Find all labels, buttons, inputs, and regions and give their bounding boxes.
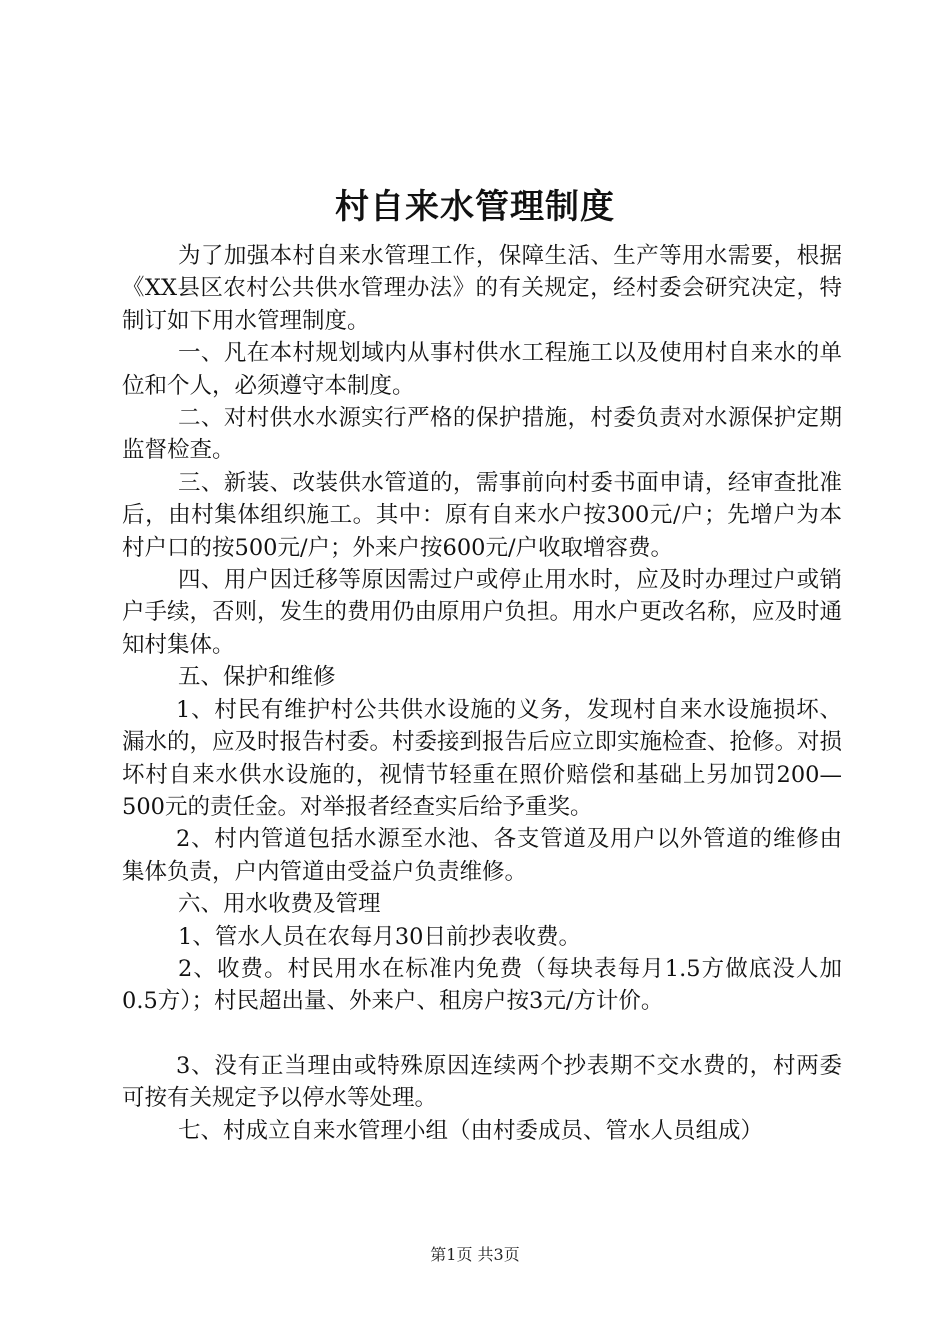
section-5-heading: 五、保护和维修 — [178, 664, 336, 691]
section-6-item-1: 1、管水人员在农每月30日前抄表收费。 — [178, 923, 581, 950]
section-6-item-3: 3、没有正当理由或特殊原因连续两个抄表期不交水费的，村两委可按有关规定予以停水等处理。 — [122, 1052, 842, 1112]
section-6-item-2: 2、收费。村民用水在标准内免费（每块表每月1.5方做底没人加0.5方）；村民超出量、外来户、租房户按3元/方计价。 — [122, 955, 842, 1015]
section-7-paragraph: 七、村成立自来水管理小组（由村委成员、管水人员组成） — [178, 1117, 764, 1144]
document-title: 村自来水管理制度 — [335, 187, 615, 227]
document-body — [122, 240, 842, 1147]
section-6-heading: 六、用水收费及管理 — [178, 891, 381, 918]
clause-4-paragraph: 四、用户因迁移等原因需过户或停止用水时，应及时办理过户或销户手续，否则，发生的费用仍由原用户负担。用水户更改名称，应及时通知村集体。 — [122, 567, 843, 658]
page-footer: 第1页 共3页 — [430, 1245, 520, 1264]
clause-1-paragraph: 一、凡在本村规划域内从事村供水工程施工以及使用村自来水的单位和个人，必须遵守本制度。 — [122, 340, 842, 399]
section-5-item-2: 2、村内管道包括水源至水池、各支管道及用户以外管道的维修由集体负责，户内管道由受益户负责维修。 — [122, 826, 842, 885]
clause-3-paragraph: 三、新装、改装供水管道的，需事前向村委书面申请，经审查批准后，由村集体组织施工。其中：原有自来水户按300元/户；先增户为本村户口的按500元/户；外来户按600元/户收取增容费。 — [122, 469, 842, 561]
section-5-item-1: 1、村民有维护村公共供水设施的义务，发现村自来水设施损坏、漏水的，应及时报告村委。村委接到报告后应立即实施检查、抢修。对损坏村自来水供水设施的，视情节轻重在照价赔偿和基础上另加罚200—500元的责任金。对举报者经查实后给予重奖。 — [122, 696, 843, 820]
clause-2-paragraph: 二、对村供水水源实行严格的保护措施，村委负责对水源保护定期监督检查。 — [122, 405, 842, 464]
intro-paragraph: 为了加强本村自来水管理工作，保障生活、生产等用水需要，根据《XX县区农村公共供水管理办法》的有关规定，经村委会研究决定，特制订如下用水管理制度。 — [122, 243, 842, 334]
